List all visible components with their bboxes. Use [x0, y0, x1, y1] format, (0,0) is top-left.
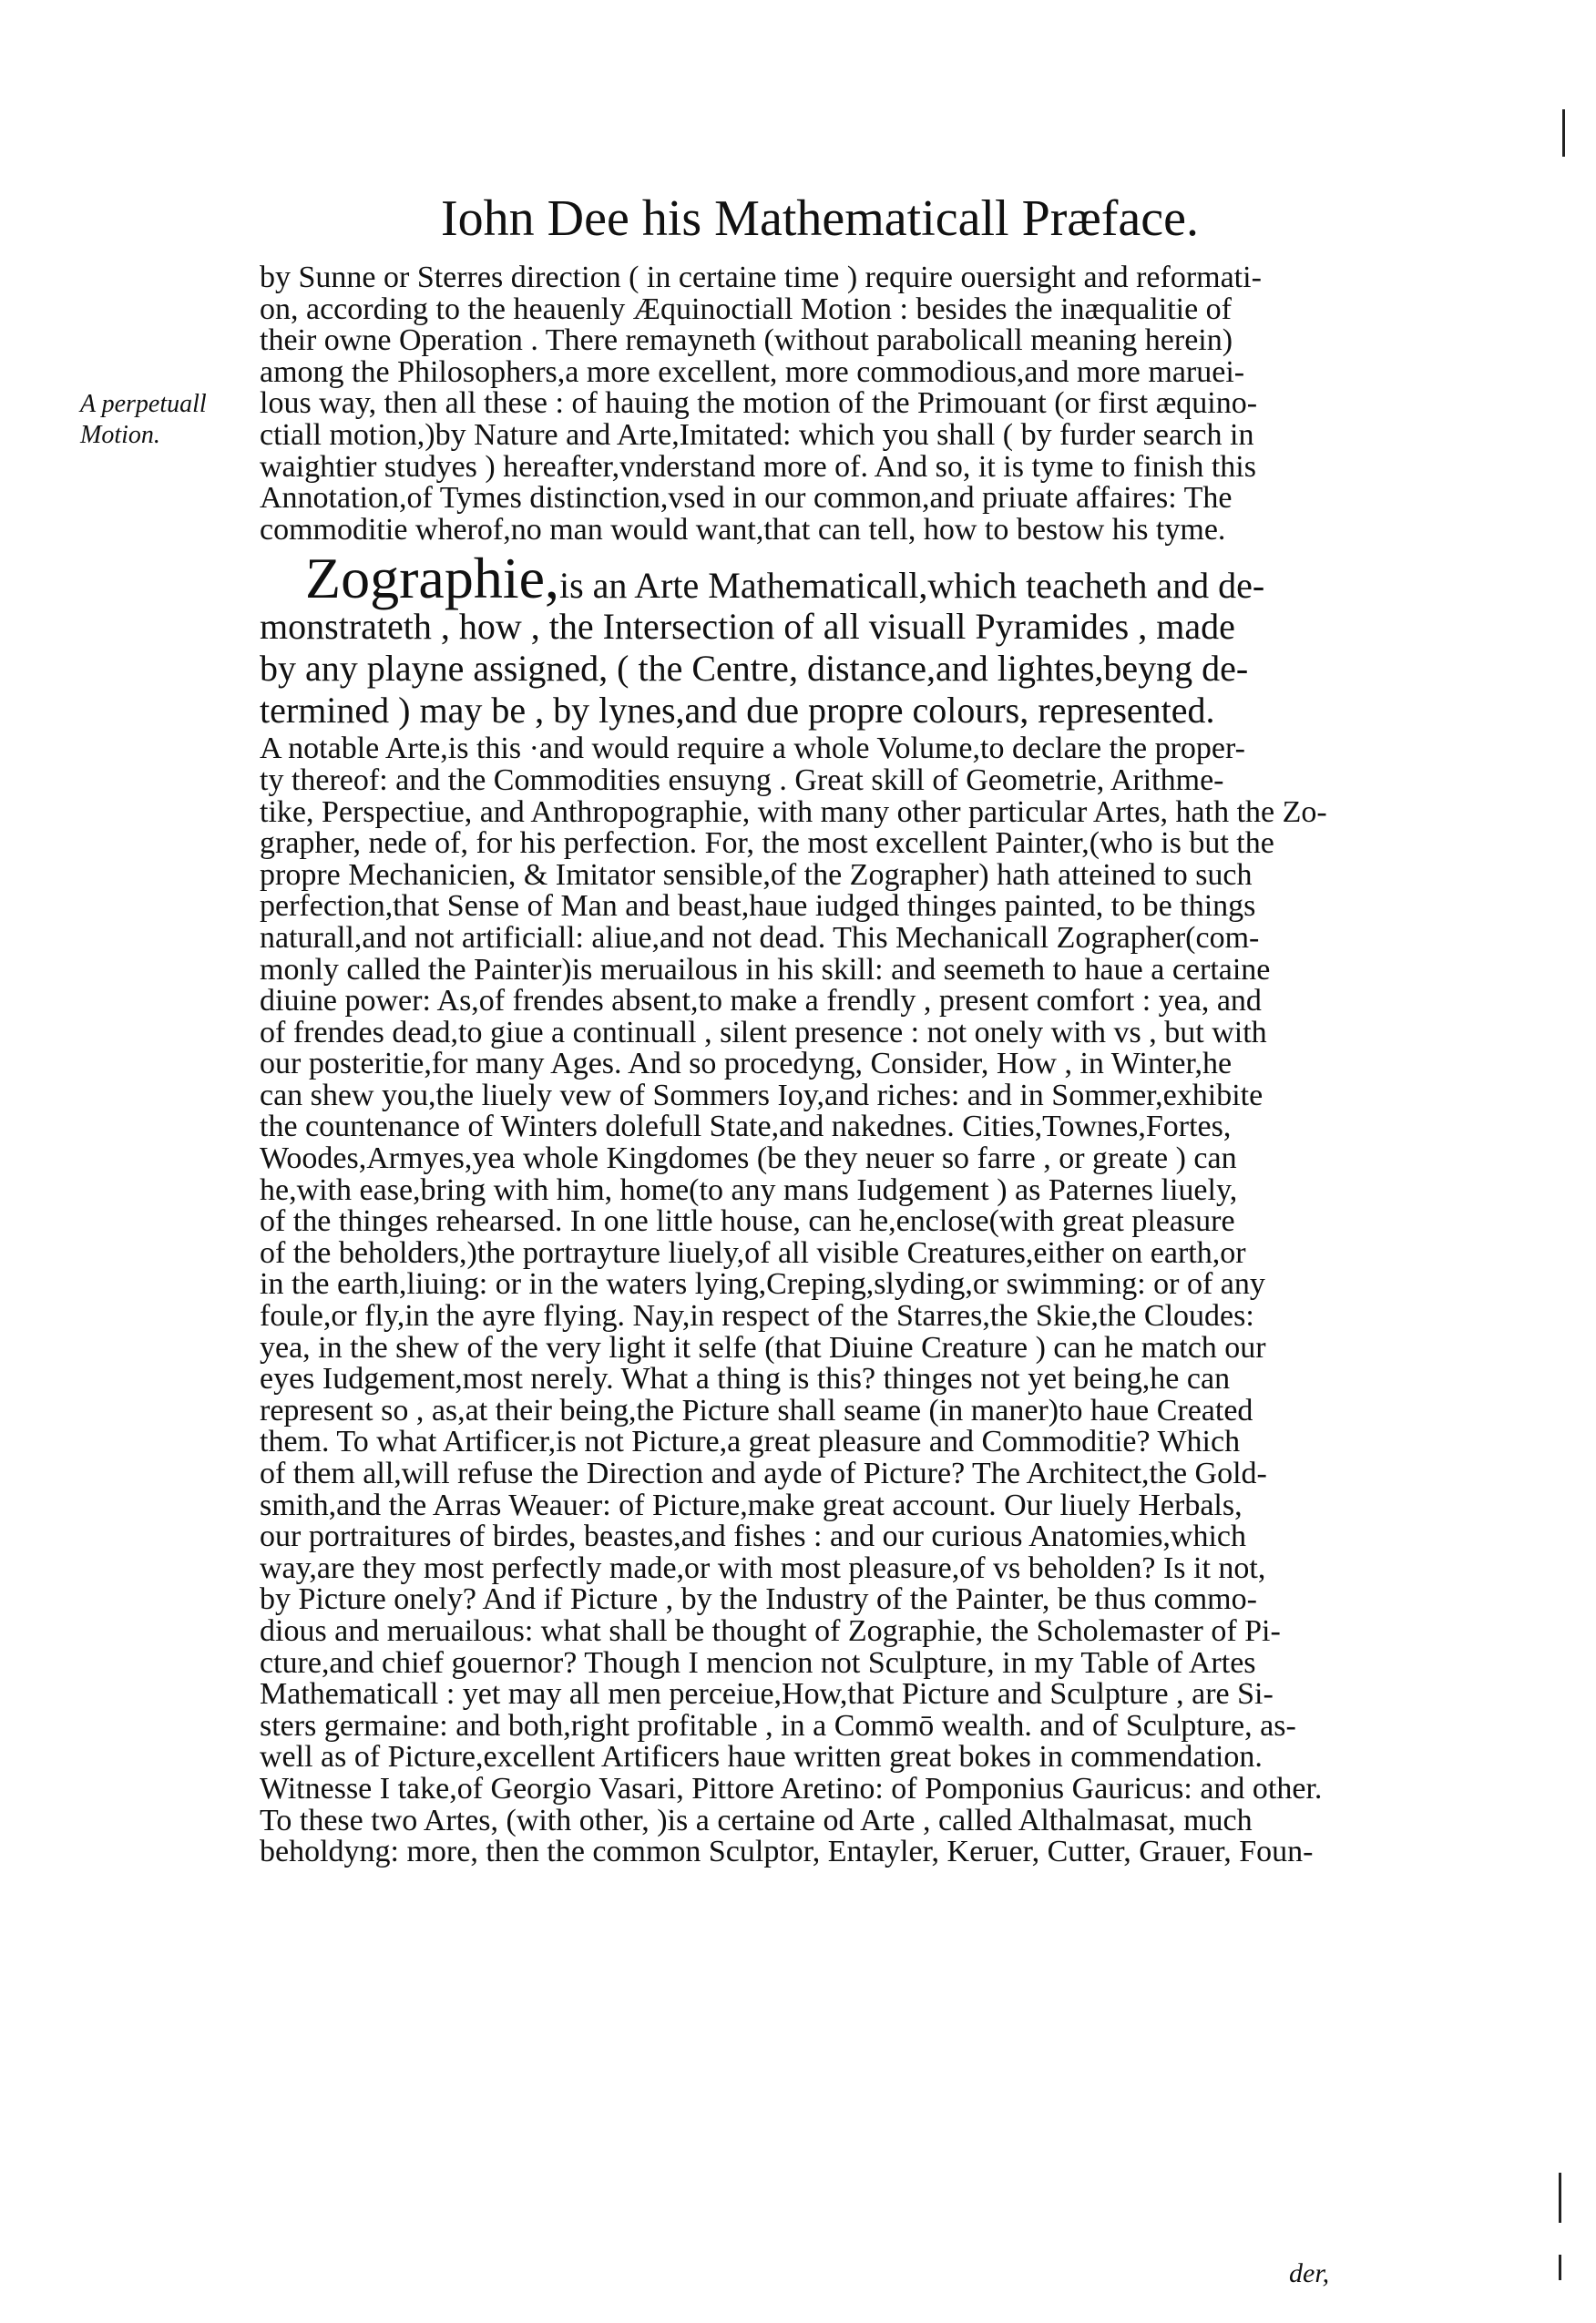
definition-line: monstrateth , how , the Intersection of all visuall Pyramides , made [260, 606, 1235, 648]
definition-term: Zographie, [305, 546, 559, 611]
text-line: them. To what Artificer,is not Picture,a great pleasure and Commoditie? Which [260, 1425, 1241, 1459]
text-line: To these two Artes, (with other, )is a certaine od Arte , called Althalmasat, much [260, 1803, 1253, 1837]
text-line: waightier studyes ) hereafter,vnderstand more of. And so, it is tyme to finish this [260, 449, 1256, 484]
text-line: smith,and the Arras Weauer: of Picture,make great account. Our liuely Herbals, [260, 1488, 1243, 1522]
text-line: naturall,and not artificiall: aliue,and not dead. This Mechanicall Zographer(com- [260, 920, 1260, 955]
text-line: well as of Picture,excellent Artificers haue written great bokes in commendation. [260, 1740, 1263, 1775]
margin-note-line-1: A perpetuall [80, 390, 207, 418]
definition-text: is an Arte Mathematicall,which teacheth and de- [559, 565, 1265, 607]
text-line: by Picture onely? And if Picture , by the Industry of the Painter, be thus commo- [260, 1582, 1257, 1617]
scan-edge-mark [1559, 2255, 1561, 2280]
definition-line: termined ) may be , by lynes,and due propre colours, represented. [260, 690, 1215, 732]
text-line: the countenance of Winters dolefull State,and nakednes. Cities,Townes,Fortes, [260, 1110, 1232, 1144]
text-line: dious and meruailous: what shall be thought of Zographie, the Scholemaster of Pi- [260, 1613, 1281, 1648]
text-line: Witnesse I take,of Georgio Vasari, Pittore Aretino: of Pomponius Gauricus: and other. [260, 1771, 1323, 1806]
text-line: of them all,will refuse the Direction and ayde of Picture? The Architect,the Gold- [260, 1457, 1267, 1490]
text-line: tike, Perspectiue, and Anthropographie, with many other particular Artes, hath the Zo- [260, 794, 1327, 829]
definition-line [260, 546, 1394, 611]
text-line: ctiall motion,)by Nature and Arte,Imitated: which you shall ( by furder search in [260, 417, 1254, 452]
text-line: monly called the Painter)is meruailous in his skill: and seemeth to haue a certaine [260, 952, 1271, 987]
paragraph-annotation [260, 262, 1394, 546]
text-line: cture,and chief gouernor? Though I mencion not Sculpture, in my Table of Artes [260, 1645, 1256, 1680]
text-line: eyes Iudgement,most nerely. What a thing is this? thinges not yet being,he can [260, 1362, 1231, 1397]
text-line: Annotation,of Tymes distinction,vsed in our common,and priuate affaires: The [260, 481, 1233, 516]
text-line: Mathematicall : yet may all men perceiue,How,that Picture and Sculpture , are Si- [260, 1677, 1274, 1712]
scan-edge-mark [1562, 109, 1565, 157]
text-line: A notable Arte,is this ·and would require a whole Volume,to declare the proper- [260, 732, 1245, 766]
text-line: our portraitures of birdes, beastes,and fishes : and our curious Anatomies,which [260, 1520, 1247, 1554]
text-line: ty thereof: and the Commodities ensuyng . Great skill of Geometrie, Arithme- [260, 762, 1224, 797]
text-line: yea, in the shew of the very light it selfe (that Diuine Creature ) can he match our [260, 1330, 1266, 1365]
text-line: he,with ease,bring with him, home(to any mans Iudgement ) as Paternes liuely, [260, 1172, 1238, 1207]
text-line: perfection,that Sense of Man and beast,haue iudged thinges painted, to be things [260, 889, 1256, 924]
text-line: commoditie wherof,no man would want,that can tell, how to bestow his tyme. [260, 512, 1226, 547]
text-line: beholdyng: more, then the common Sculptor, Entayler, Keruer, Cutter, Grauer, Foun- [260, 1835, 1314, 1869]
text-line: our posteritie,for many Ages. And so procedyng, Consider, How , in Winter,he [260, 1047, 1233, 1081]
text-line: sters germaine: and both,right profitable , in a Commō wealth. and of Sculpture, as- [260, 1708, 1296, 1743]
body-text [260, 262, 1394, 1868]
text-line: Woodes,Armyes,yea whole Kingdomes (be they neuer so farre , or greate ) can [260, 1141, 1237, 1176]
text-line: foule,or fly,in the ayre flying. Nay,in respect of the Starres,the Skie,the Cloudes: [260, 1299, 1254, 1334]
text-line: on, according to the heauenly Æquinoctiall Motion : besides the inæqualitie of [260, 292, 1232, 326]
catchword: der, [1289, 2258, 1330, 2288]
text-line: of the beholders,)the portrayture liuely,of all visible Creatures,either on earth,or [260, 1235, 1246, 1270]
text-line: represent so , as,at their being,the Picture shall seame (in maner)to haue Created [260, 1393, 1253, 1428]
text-line: propre Mechanicien, & Imitator sensible,of the Zographer) hath atteined to such [260, 857, 1253, 892]
text-line: can shew you,the liuely vew of Sommers Ioy,and riches: and in Sommer,exhibite [260, 1078, 1264, 1112]
text-line: way,are they most perfectly made,or with most pleasure,of vs beholden? Is it not, [260, 1550, 1266, 1585]
definition-paragraph [260, 546, 1394, 732]
text-line: in the earth,liuing: or in the waters lying,Creping,slyding,or swimming: or of any [260, 1267, 1265, 1302]
text-line: their owne Operation . There remayneth (without parabolicall meaning herein) [260, 323, 1233, 358]
text-line: diuine power: As,of frendes absent,to make a frendly , present comfort : yea, and [260, 984, 1262, 1018]
text-line: grapher, nede of, for his perfection. For, the most excellent Painter,(who is but the [260, 826, 1274, 861]
text-line: among the Philosophers,a more excellent, more commodious,and more maruei- [260, 354, 1245, 389]
margin-note [80, 389, 262, 451]
definition-line: by any playne assigned, ( the Centre, distance,and lightes,beyng de- [260, 648, 1249, 690]
text-line: lous way, then all these : of hauing the motion of the Primouant (or first æquino- [260, 386, 1258, 421]
running-header: Iohn Dee his Mathematicall Præface. [441, 190, 1199, 247]
paragraph-zographie [260, 733, 1394, 1868]
text-line: of frendes dead,to giue a continuall , silent presence : not onely with vs , but with [260, 1015, 1267, 1049]
margin-note-line-2: Motion. [80, 421, 160, 449]
text-line: of the thinges rehearsed. In one little house, can he,enclose(with great pleasure [260, 1204, 1235, 1239]
text-line: by Sunne or Sterres direction ( in certaine time ) require ouersight and reformati- [260, 261, 1262, 294]
scan-edge-mark [1559, 2173, 1561, 2223]
